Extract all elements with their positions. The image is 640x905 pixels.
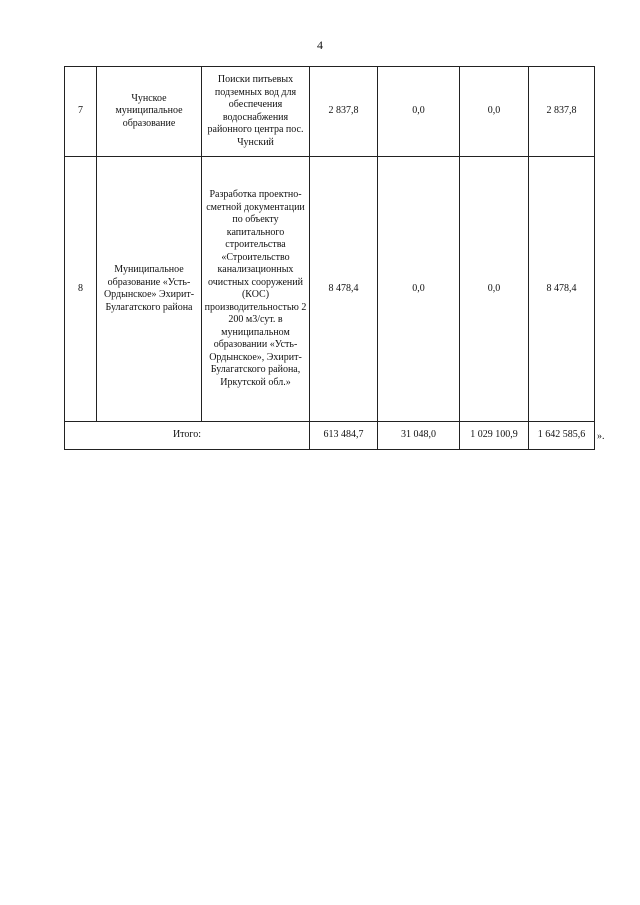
totals-row [65,422,595,450]
row-number: 7 [65,67,97,157]
project-cell: Поиски питьевых подземных вод для обеспечения водоснабжения районного центра пос. Чунский [202,67,310,157]
closing-quote-mark: ». [597,431,605,442]
totals-label: Итого: [65,422,310,450]
municipality-cell: Чунское муниципальное образование [97,67,202,157]
totals-amount-cell: 613 484,7 [310,422,378,450]
totals-amount-cell: 1 642 585,6 [529,422,595,450]
total-amount-cell: 2 837,8 [310,67,378,157]
amount-cell: 2 837,8 [529,67,595,157]
amount-cell: 8 478,4 [529,157,595,422]
row-number: 8 [65,157,97,422]
totals-amount-cell: 1 029 100,9 [460,422,529,450]
amount-cell: 0,0 [460,67,529,157]
amount-cell: 0,0 [378,67,460,157]
amount-cell: 0,0 [378,157,460,422]
page-number: 4 [317,38,323,52]
total-amount-cell: 8 478,4 [310,157,378,422]
totals-amount-cell: 31 048,0 [378,422,460,450]
municipality-cell: Муниципальное образование «Усть-Ордынское» Эхирит-Булагатского района [97,157,202,422]
funding-table [64,66,595,450]
amount-cell: 0,0 [460,157,529,422]
project-cell: Разработка проектно-сметной документации по объекту капитального строительства «Строительство канализационных очистных сооружений (КОС) производительностью 2 200 м3/сут. в муниципальном образовании «Усть-Ордынское», Эхирит-Булагатского района, Иркутской обл.» [202,157,310,422]
table-row [65,157,595,422]
table-row [65,67,595,157]
